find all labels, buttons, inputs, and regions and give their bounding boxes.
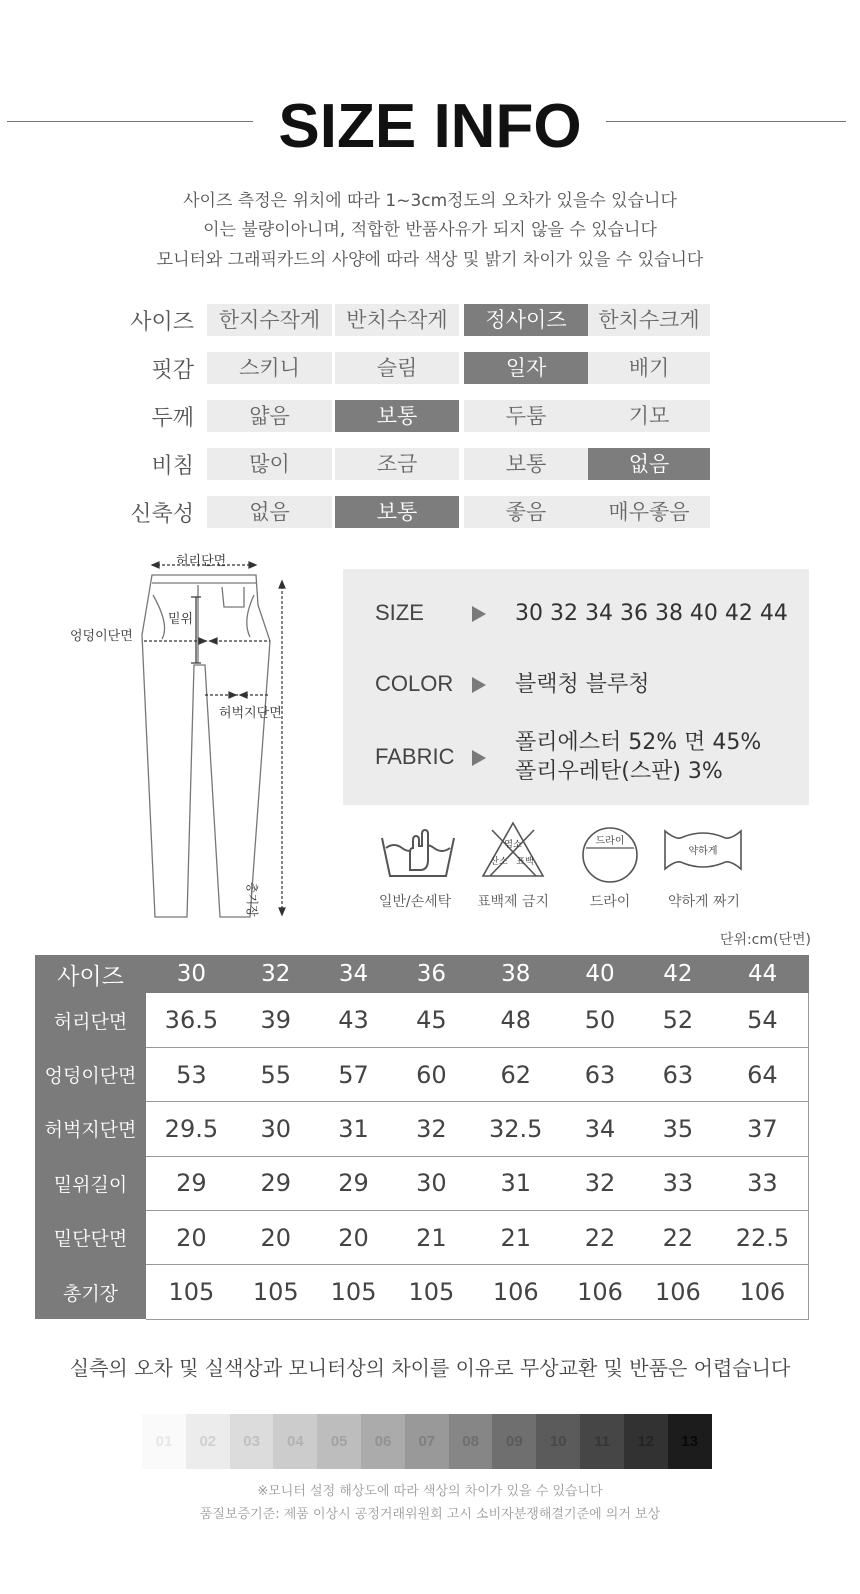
table-size-header: 36 (392, 955, 470, 993)
color-swatch: 05 (317, 1414, 361, 1469)
rating-option: 배기 (588, 352, 710, 384)
table-cell: 29.5 (146, 1102, 237, 1156)
size-table (35, 955, 809, 1320)
color-swatch: 12 (624, 1414, 668, 1469)
rating-option: 한지수작게 (207, 304, 332, 336)
table-cell: 20 (315, 1211, 393, 1265)
table-cell: 45 (392, 993, 470, 1047)
table-size-header: 44 (717, 955, 809, 993)
no-bleach-icon (480, 820, 546, 880)
spec-color-arrow (472, 677, 486, 693)
wring-icon (663, 827, 743, 873)
rating-option: 슬림 (335, 352, 459, 384)
spec-fabric-key: FABRIC (375, 744, 455, 769)
table-cell: 31 (315, 1102, 393, 1156)
table-cell: 60 (392, 1047, 470, 1101)
table-row (35, 993, 809, 1047)
table-cell: 36.5 (146, 993, 237, 1047)
rating-option: 두툼 (464, 400, 588, 432)
table-cell: 22 (639, 1211, 717, 1265)
table-cell: 20 (146, 1211, 237, 1265)
table-cell: 30 (237, 1102, 315, 1156)
wring-label: 약하게 짜기 (667, 894, 741, 910)
table-cell: 32.5 (470, 1102, 561, 1156)
rating-label: 신축성 (130, 502, 194, 527)
table-cell: 43 (315, 993, 393, 1047)
diagram-hip-label: 엉덩이단면 (70, 629, 133, 644)
table-cell: 35 (639, 1102, 717, 1156)
table-cell: 39 (237, 993, 315, 1047)
table-cell: 31 (470, 1156, 561, 1210)
unit-note: 단위:cm(단면) (719, 932, 811, 948)
bottom-note: 실측의 오차 및 실색상과 모니터상의 차이를 이유로 무상교환 및 반품은 어렵습니다 (69, 1356, 791, 1380)
color-swatch: 06 (361, 1414, 405, 1469)
table-cell: 106 (470, 1265, 561, 1319)
dry-clean-icon (581, 826, 639, 884)
rating-option: 기모 (588, 400, 710, 432)
table-cell: 106 (639, 1265, 717, 1319)
table-cell: 29 (315, 1156, 393, 1210)
bleach-text-right: 표백 (516, 857, 534, 867)
table-cell: 21 (470, 1211, 561, 1265)
color-swatch: 04 (273, 1414, 317, 1469)
color-swatch: 10 (536, 1414, 580, 1469)
table-row (35, 1047, 809, 1101)
table-cell: 106 (717, 1265, 809, 1319)
spec-color-value: 블랙청 블루청 (515, 672, 650, 697)
color-swatch: 01 (142, 1414, 186, 1469)
rating-option: 많이 (207, 448, 332, 480)
wring-icon-text: 약하게 (688, 846, 718, 857)
rating-option: 얇음 (207, 400, 332, 432)
table-cell: 22 (561, 1211, 639, 1265)
table-cell: 22.5 (717, 1211, 809, 1265)
spec-color-key: COLOR (375, 671, 454, 696)
table-header-row (35, 955, 809, 993)
color-swatch: 09 (492, 1414, 536, 1469)
table-row-label: 허리단면 (35, 993, 146, 1047)
table-row (35, 1102, 809, 1156)
dry-clean-label: 드라이 (589, 894, 631, 910)
color-swatch: 08 (449, 1414, 493, 1469)
table-cell: 21 (392, 1211, 470, 1265)
wash-icon (380, 826, 456, 882)
table-cell: 50 (561, 993, 639, 1047)
table-cell: 105 (315, 1265, 393, 1319)
table-size-header: 40 (561, 955, 639, 993)
color-swatch: 03 (230, 1414, 274, 1469)
table-cell: 54 (717, 993, 809, 1047)
table-cell: 105 (237, 1265, 315, 1319)
color-swatch: 02 (186, 1414, 230, 1469)
table-cell: 55 (237, 1047, 315, 1101)
table-cell: 106 (561, 1265, 639, 1319)
footer-line-1: ※모니터 설정 해상도에 따라 색상의 차이가 있을 수 있습니다 (257, 1484, 603, 1499)
table-cell: 63 (639, 1047, 717, 1101)
table-cell: 53 (146, 1047, 237, 1101)
rating-option-selected: 보통 (335, 496, 459, 528)
table-row (35, 1156, 809, 1210)
rating-option-selected: 보통 (335, 400, 459, 432)
table-size-header: 32 (237, 955, 315, 993)
table-row-label: 허벅지단면 (35, 1102, 146, 1156)
table-cell: 20 (237, 1211, 315, 1265)
rating-label: 비침 (151, 454, 194, 479)
spec-box (343, 569, 809, 805)
table-cell: 30 (392, 1156, 470, 1210)
table-cell: 32 (392, 1102, 470, 1156)
pants-diagram (60, 545, 300, 925)
notice-line-2: 이는 불량이아니며, 적합한 반품사유가 되지 않을 수 있습니다 (203, 220, 657, 240)
spec-size-arrow (472, 606, 486, 622)
rating-label: 핏감 (151, 358, 194, 383)
table-row-label: 엉덩이단면 (35, 1047, 146, 1101)
bleach-text-top: 염소 (504, 840, 522, 850)
notice-line-3: 모니터와 그래픽카드의 사양에 따라 색상 및 밝기 차이가 있을 수 있습니다 (156, 250, 704, 270)
table-size-header: 30 (146, 955, 237, 993)
bleach-text-left: 산소 (490, 857, 508, 867)
rating-option-selected: 정사이즈 (464, 304, 588, 336)
table-cell: 33 (717, 1156, 809, 1210)
rating-option: 스키니 (207, 352, 332, 384)
footer-line-2: 품질보증기준: 제품 이상시 공정거래위원회 고시 소비자분쟁해결기준에 의거 보상 (199, 1507, 661, 1522)
rating-option: 보통 (464, 448, 588, 480)
table-cell: 32 (561, 1156, 639, 1210)
table-cell: 52 (639, 993, 717, 1047)
table-cell: 37 (717, 1102, 809, 1156)
rating-option: 한치수크게 (588, 304, 710, 336)
wash-label: 일반/손세탁 (378, 894, 452, 910)
color-swatch: 13 (668, 1414, 712, 1469)
table-cell: 63 (561, 1047, 639, 1101)
table-cell: 29 (237, 1156, 315, 1210)
table-cell: 57 (315, 1047, 393, 1101)
table-cell: 33 (639, 1156, 717, 1210)
table-corner: 사이즈 (35, 955, 146, 993)
color-swatch: 11 (580, 1414, 624, 1469)
spec-fabric-arrow (472, 750, 486, 766)
diagram-length-label: 총기장 (245, 882, 259, 917)
rating-option-selected: 일자 (464, 352, 588, 384)
table-row (35, 1211, 809, 1265)
color-swatch: 07 (405, 1414, 449, 1469)
diagram-waist-label: 허리단면 (176, 554, 227, 569)
spec-size-key: SIZE (375, 600, 424, 625)
rating-option: 매우좋음 (588, 496, 710, 528)
notice-line-1: 사이즈 측정은 위치에 따라 1~3cm정도의 오차가 있을수 있습니다 (183, 191, 677, 211)
dry-icon-text: 드라이 (595, 836, 625, 847)
diagram-rise-label: 밑위 (168, 612, 194, 627)
table-size-header: 34 (315, 955, 393, 993)
table-cell: 48 (470, 993, 561, 1047)
rating-option: 없음 (207, 496, 332, 528)
rating-label: 두께 (151, 406, 194, 431)
table-cell: 29 (146, 1156, 237, 1210)
table-cell: 105 (392, 1265, 470, 1319)
table-cell: 62 (470, 1047, 561, 1101)
table-row-label: 총기장 (35, 1265, 146, 1319)
table-row (35, 1265, 809, 1319)
spec-fabric-value-2: 폴리우레탄(스판) 3% (515, 759, 723, 784)
table-cell: 34 (561, 1102, 639, 1156)
rating-option: 반치수작게 (335, 304, 459, 336)
diagram-thigh-label: 허벅지단면 (219, 706, 282, 721)
no-bleach-label: 표백제 금지 (476, 894, 550, 910)
table-cell: 64 (717, 1047, 809, 1101)
rating-option: 좋음 (464, 496, 588, 528)
table-size-header: 42 (639, 955, 717, 993)
page-title: SIZE INFO (278, 92, 582, 161)
table-cell: 105 (146, 1265, 237, 1319)
table-size-header: 38 (470, 955, 561, 993)
rating-label: 사이즈 (130, 310, 194, 335)
table-row-label: 밑단단면 (35, 1211, 146, 1265)
spec-fabric-value-1: 폴리에스터 52% 면 45% (515, 730, 762, 755)
rating-option: 조금 (335, 448, 459, 480)
rating-option-selected: 없음 (588, 448, 710, 480)
spec-size-value: 30 32 34 36 38 40 42 44 (515, 601, 788, 626)
table-row-label: 밑위길이 (35, 1156, 146, 1210)
